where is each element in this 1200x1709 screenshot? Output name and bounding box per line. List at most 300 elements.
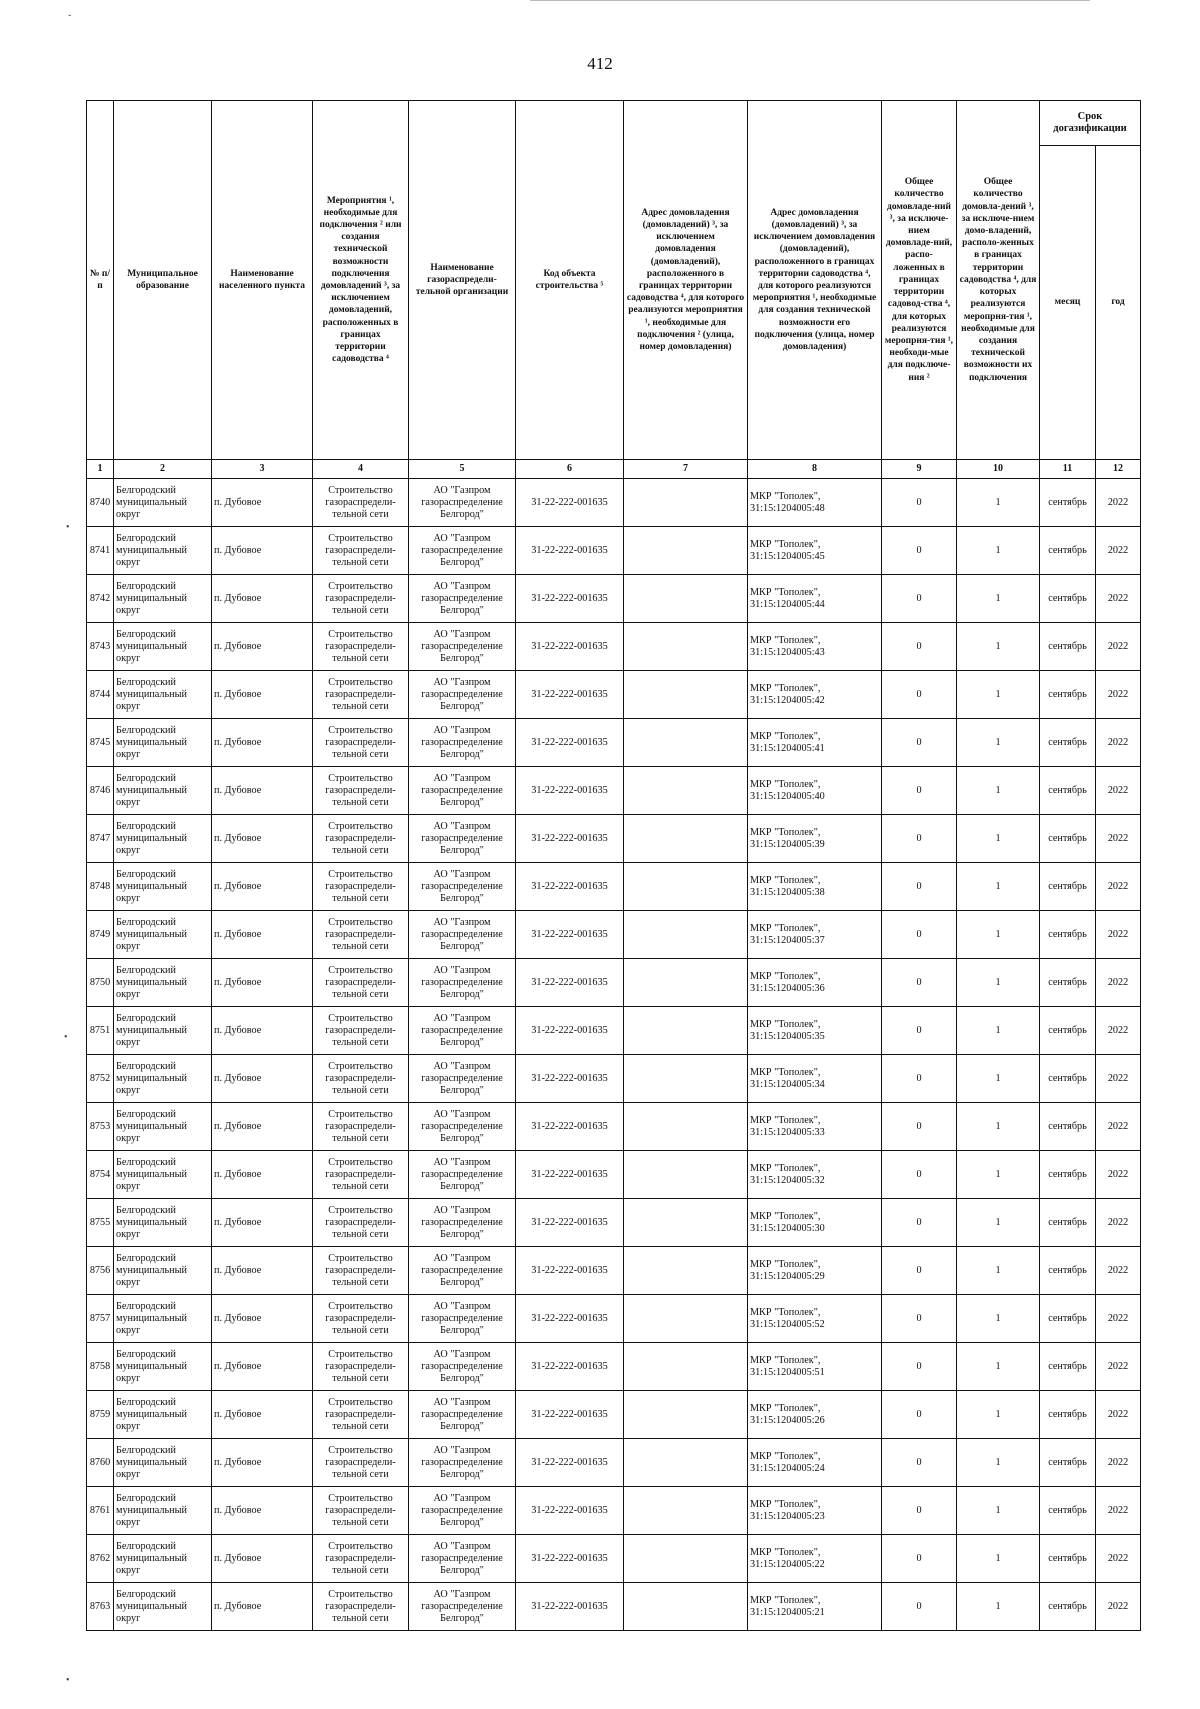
table-row (87, 479, 1141, 527)
address-connection-cell (624, 1055, 748, 1103)
municipality-cell: Белгородский муниципальный округ (114, 1487, 212, 1535)
count-capability-cell: 1 (957, 527, 1040, 575)
scan-top-edge (530, 0, 1090, 1)
gas-org-cell: АО "Газпром газораспределение Белгород" (409, 1295, 516, 1343)
table-row (87, 1487, 1141, 1535)
object-code-cell: 31-22-222-001635 (516, 1247, 624, 1295)
count-capability-cell: 1 (957, 1343, 1040, 1391)
row-number: 8746 (87, 767, 114, 815)
count-capability-cell: 1 (957, 623, 1040, 671)
row-number: 8744 (87, 671, 114, 719)
month-cell: сентябрь (1040, 1487, 1096, 1535)
count-connection-cell: 0 (882, 527, 957, 575)
count-capability-cell: 1 (957, 1007, 1040, 1055)
year-cell: 2022 (1096, 1439, 1141, 1487)
count-connection-cell: 0 (882, 1199, 957, 1247)
settlement-cell: п. Дубовое (212, 1007, 313, 1055)
address-capability-cell: МКР "Тополек", 31:15:1204005:51 (748, 1343, 882, 1391)
activity-cell: Строительство газораспредели-тельной сети (313, 527, 409, 575)
table-row (87, 671, 1141, 719)
count-connection-cell: 0 (882, 1487, 957, 1535)
header-year: год (1096, 146, 1141, 460)
municipality-cell: Белгородский муниципальный округ (114, 1295, 212, 1343)
page-number: 412 (587, 54, 613, 73)
settlement-cell: п. Дубовое (212, 1391, 313, 1439)
address-connection-cell (624, 1151, 748, 1199)
object-code-cell: 31-22-222-001635 (516, 575, 624, 623)
row-number: 8754 (87, 1151, 114, 1199)
settlement-cell: п. Дубовое (212, 527, 313, 575)
count-capability-cell: 1 (957, 815, 1040, 863)
activity-cell: Строительство газораспредели-тельной сети (313, 479, 409, 527)
column-number: 8 (748, 460, 882, 479)
header-month: месяц (1040, 146, 1096, 460)
municipality-cell: Белгородский муниципальный округ (114, 1055, 212, 1103)
count-connection-cell: 0 (882, 767, 957, 815)
count-connection-cell: 0 (882, 1055, 957, 1103)
count-capability-cell: 1 (957, 1535, 1040, 1583)
municipality-cell: Белгородский муниципальный округ (114, 1247, 212, 1295)
settlement-cell: п. Дубовое (212, 1103, 313, 1151)
address-connection-cell (624, 1535, 748, 1583)
table-row (87, 1535, 1141, 1583)
month-cell: сентябрь (1040, 815, 1096, 863)
column-number: 6 (516, 460, 624, 479)
settlement-cell: п. Дубовое (212, 1151, 313, 1199)
row-number: 8740 (87, 479, 114, 527)
object-code-cell: 31-22-222-001635 (516, 1535, 624, 1583)
header-address-connection: Адрес домовладения (домовладений) ³, за исключением домовладения (домовладений), расположенного в границах территории садоводства ⁴, для которого реализуются мероприятия ¹, необходимые для подключения ² (улица, номер домовладения) (624, 101, 748, 460)
row-number: 8741 (87, 527, 114, 575)
header-gas-org: Наименование газораспредели-тельной организации (409, 101, 516, 460)
count-capability-cell: 1 (957, 479, 1040, 527)
table-row (87, 1007, 1141, 1055)
address-connection-cell (624, 815, 748, 863)
settlement-cell: п. Дубовое (212, 863, 313, 911)
count-capability-cell: 1 (957, 575, 1040, 623)
settlement-cell: п. Дубовое (212, 719, 313, 767)
header-object-code: Код объекта строительства ⁵ (516, 101, 624, 460)
address-connection-cell (624, 1391, 748, 1439)
gas-org-cell: АО "Газпром газораспределение Белгород" (409, 1391, 516, 1439)
month-cell: сентябрь (1040, 1055, 1096, 1103)
address-connection-cell (624, 911, 748, 959)
address-capability-cell: МКР "Тополек", 31:15:1204005:36 (748, 959, 882, 1007)
object-code-cell: 31-22-222-001635 (516, 1199, 624, 1247)
address-capability-cell: МКР "Тополек", 31:15:1204005:23 (748, 1487, 882, 1535)
gas-org-cell: АО "Газпром газораспределение Белгород" (409, 1487, 516, 1535)
municipality-cell: Белгородский муниципальный округ (114, 911, 212, 959)
table-row (87, 863, 1141, 911)
object-code-cell: 31-22-222-001635 (516, 1439, 624, 1487)
municipality-cell: Белгородский муниципальный округ (114, 1151, 212, 1199)
gas-org-cell: АО "Газпром газораспределение Белгород" (409, 1007, 516, 1055)
year-cell: 2022 (1096, 1583, 1141, 1631)
municipality-cell: Белгородский муниципальный округ (114, 767, 212, 815)
table-row (87, 911, 1141, 959)
address-capability-cell: МКР "Тополек", 31:15:1204005:43 (748, 623, 882, 671)
header-address-capability: Адрес домовладения (домовладений) ³, за исключением домовладения (домовладений), расположенного в границах территории садоводства ⁴, для которого реализуются мероприятия ¹, необходимые для создания технической возможности его подключения (улица, номер домовладения) (748, 101, 882, 460)
row-number: 8760 (87, 1439, 114, 1487)
table-body (87, 479, 1141, 1631)
municipality-cell: Белгородский муниципальный округ (114, 1199, 212, 1247)
activity-cell: Строительство газораспредели-тельной сети (313, 1535, 409, 1583)
object-code-cell: 31-22-222-001635 (516, 1391, 624, 1439)
object-code-cell: 31-22-222-001635 (516, 1007, 624, 1055)
address-capability-cell: МКР "Тополек", 31:15:1204005:29 (748, 1247, 882, 1295)
header-count-capability: Общее количество домовла-дений ³, за исключе-нием домо-владений, располо-женных в границах территории садоводства ⁴, для которых реализуются меропрня-тия ¹, необходимые для создания технической возможности их подключения (957, 101, 1040, 460)
address-capability-cell: МКР "Тополек", 31:15:1204005:33 (748, 1103, 882, 1151)
table-row (87, 527, 1141, 575)
activity-cell: Строительство газораспредели-тельной сети (313, 959, 409, 1007)
settlement-cell: п. Дубовое (212, 1583, 313, 1631)
header-count-connection: Общее количество домовладе-ний ³, за исключе-нием домовладе-ний, распо-ложенных в границах территории садовод-ства ⁴, для которых реализуются меропрня-тия ¹, необходи-мые для подключе-ния ² (882, 101, 957, 460)
count-connection-cell: 0 (882, 1535, 957, 1583)
address-connection-cell (624, 1247, 748, 1295)
year-cell: 2022 (1096, 959, 1141, 1007)
count-capability-cell: 1 (957, 1295, 1040, 1343)
month-cell: сентябрь (1040, 863, 1096, 911)
municipality-cell: Белгородский муниципальный округ (114, 1583, 212, 1631)
table-row (87, 1151, 1141, 1199)
gas-org-cell: АО "Газпром газораспределение Белгород" (409, 1343, 516, 1391)
address-capability-cell: МКР "Тополек", 31:15:1204005:35 (748, 1007, 882, 1055)
year-cell: 2022 (1096, 527, 1141, 575)
header-num: № п/п (87, 101, 114, 460)
month-cell: сентябрь (1040, 1343, 1096, 1391)
activity-cell: Строительство газораспредели-тельной сети (313, 671, 409, 719)
municipality-cell: Белгородский муниципальный округ (114, 1343, 212, 1391)
row-number: 8755 (87, 1199, 114, 1247)
gas-org-cell: АО "Газпром газораспределение Белгород" (409, 671, 516, 719)
month-cell: сентябрь (1040, 767, 1096, 815)
column-number-row (87, 460, 1141, 479)
row-number: 8750 (87, 959, 114, 1007)
gas-org-cell: АО "Газпром газораспределение Белгород" (409, 1199, 516, 1247)
address-connection-cell (624, 575, 748, 623)
year-cell: 2022 (1096, 1247, 1141, 1295)
row-number: 8762 (87, 1535, 114, 1583)
activity-cell: Строительство газораспредели-тельной сети (313, 1199, 409, 1247)
settlement-cell: п. Дубовое (212, 959, 313, 1007)
address-connection-cell (624, 1295, 748, 1343)
count-capability-cell: 1 (957, 1391, 1040, 1439)
address-connection-cell (624, 623, 748, 671)
count-connection-cell: 0 (882, 1583, 957, 1631)
month-cell: сентябрь (1040, 1535, 1096, 1583)
table-row (87, 575, 1141, 623)
month-cell: сентябрь (1040, 1295, 1096, 1343)
row-number: 8752 (87, 1055, 114, 1103)
object-code-cell: 31-22-222-001635 (516, 671, 624, 719)
count-connection-cell: 0 (882, 623, 957, 671)
address-connection-cell (624, 959, 748, 1007)
row-number: 8759 (87, 1391, 114, 1439)
table-row (87, 719, 1141, 767)
column-number: 5 (409, 460, 516, 479)
month-cell: сентябрь (1040, 1151, 1096, 1199)
activity-cell: Строительство газораспредели-тельной сети (313, 575, 409, 623)
activity-cell: Строительство газораспредели-тельной сети (313, 1439, 409, 1487)
activity-cell: Строительство газораспредели-тельной сети (313, 1391, 409, 1439)
gas-org-cell: АО "Газпром газораспределение Белгород" (409, 623, 516, 671)
year-cell: 2022 (1096, 1007, 1141, 1055)
settlement-cell: п. Дубовое (212, 575, 313, 623)
address-connection-cell (624, 1199, 748, 1247)
address-capability-cell: МКР "Тополек", 31:15:1204005:48 (748, 479, 882, 527)
municipality-cell: Белгородский муниципальный округ (114, 527, 212, 575)
object-code-cell: 31-22-222-001635 (516, 863, 624, 911)
count-capability-cell: 1 (957, 1583, 1040, 1631)
year-cell: 2022 (1096, 863, 1141, 911)
year-cell: 2022 (1096, 815, 1141, 863)
activity-cell: Строительство газораспредели-тельной сети (313, 719, 409, 767)
object-code-cell: 31-22-222-001635 (516, 1295, 624, 1343)
year-cell: 2022 (1096, 1343, 1141, 1391)
address-capability-cell: МКР "Тополек", 31:15:1204005:26 (748, 1391, 882, 1439)
table-row (87, 1103, 1141, 1151)
object-code-cell: 31-22-222-001635 (516, 1055, 624, 1103)
object-code-cell: 31-22-222-001635 (516, 1487, 624, 1535)
address-capability-cell: МКР "Тополек", 31:15:1204005:34 (748, 1055, 882, 1103)
address-connection-cell (624, 719, 748, 767)
scan-speck: ˇ (68, 14, 72, 25)
column-number: 3 (212, 460, 313, 479)
settlement-cell: п. Дубовое (212, 671, 313, 719)
activity-cell: Строительство газораспредели-тельной сети (313, 1055, 409, 1103)
table-row (87, 1295, 1141, 1343)
month-cell: сентябрь (1040, 1199, 1096, 1247)
year-cell: 2022 (1096, 1151, 1141, 1199)
settlement-cell: п. Дубовое (212, 815, 313, 863)
count-connection-cell: 0 (882, 959, 957, 1007)
municipality-cell: Белгородский муниципальный округ (114, 863, 212, 911)
activity-cell: Строительство газораспредели-тельной сети (313, 1343, 409, 1391)
month-cell: сентябрь (1040, 1103, 1096, 1151)
column-number: 11 (1040, 460, 1096, 479)
year-cell: 2022 (1096, 1535, 1141, 1583)
count-capability-cell: 1 (957, 1247, 1040, 1295)
activity-cell: Строительство газораспредели-тельной сети (313, 1151, 409, 1199)
column-number: 10 (957, 460, 1040, 479)
month-cell: сентябрь (1040, 623, 1096, 671)
activity-cell: Строительство газораспредели-тельной сети (313, 767, 409, 815)
activity-cell: Строительство газораспредели-тельной сети (313, 623, 409, 671)
address-capability-cell: МКР "Тополек", 31:15:1204005:21 (748, 1583, 882, 1631)
municipality-cell: Белгородский муниципальный округ (114, 1391, 212, 1439)
address-connection-cell (624, 479, 748, 527)
settlement-cell: п. Дубовое (212, 1487, 313, 1535)
month-cell: сентябрь (1040, 1007, 1096, 1055)
table-row (87, 1055, 1141, 1103)
row-number: 8747 (87, 815, 114, 863)
gas-org-cell: АО "Газпром газораспределение Белгород" (409, 575, 516, 623)
gas-org-cell: АО "Газпром газораспределение Белгород" (409, 1247, 516, 1295)
municipality-cell: Белгородский муниципальный округ (114, 1007, 212, 1055)
address-capability-cell: МКР "Тополек", 31:15:1204005:32 (748, 1151, 882, 1199)
table-row (87, 815, 1141, 863)
header-activities: Мероприятия ¹, необходимые для подключения ² или создания технической возможности подключения домовладений ³, за исключением домовладений, расположенных в границах территории садоводства ⁴ (313, 101, 409, 460)
count-capability-cell: 1 (957, 959, 1040, 1007)
row-number: 8748 (87, 863, 114, 911)
settlement-cell: п. Дубовое (212, 1343, 313, 1391)
count-connection-cell: 0 (882, 671, 957, 719)
settlement-cell: п. Дубовое (212, 911, 313, 959)
count-connection-cell: 0 (882, 1343, 957, 1391)
activity-cell: Строительство газораспредели-тельной сети (313, 1103, 409, 1151)
gas-org-cell: АО "Газпром газораспределение Белгород" (409, 815, 516, 863)
object-code-cell: 31-22-222-001635 (516, 479, 624, 527)
row-number: 8742 (87, 575, 114, 623)
year-cell: 2022 (1096, 671, 1141, 719)
count-capability-cell: 1 (957, 1103, 1040, 1151)
count-capability-cell: 1 (957, 719, 1040, 767)
table-row (87, 959, 1141, 1007)
municipality-cell: Белгородский муниципальный округ (114, 623, 212, 671)
month-cell: сентябрь (1040, 527, 1096, 575)
address-capability-cell: МКР "Тополек", 31:15:1204005:37 (748, 911, 882, 959)
object-code-cell: 31-22-222-001635 (516, 1583, 624, 1631)
activity-cell: Строительство газораспредели-тельной сети (313, 1007, 409, 1055)
year-cell: 2022 (1096, 623, 1141, 671)
scan-speck: • (64, 1032, 68, 1043)
address-connection-cell (624, 1583, 748, 1631)
year-cell: 2022 (1096, 1199, 1141, 1247)
object-code-cell: 31-22-222-001635 (516, 719, 624, 767)
count-capability-cell: 1 (957, 1487, 1040, 1535)
year-cell: 2022 (1096, 575, 1141, 623)
count-capability-cell: 1 (957, 863, 1040, 911)
header-municipality: Муниципальное образование (114, 101, 212, 460)
settlement-cell: п. Дубовое (212, 1535, 313, 1583)
address-connection-cell (624, 1007, 748, 1055)
municipality-cell: Белгородский муниципальный округ (114, 575, 212, 623)
month-cell: сентябрь (1040, 671, 1096, 719)
settlement-cell: п. Дубовое (212, 1199, 313, 1247)
object-code-cell: 31-22-222-001635 (516, 623, 624, 671)
header-row-1 (87, 101, 1141, 146)
settlement-cell: п. Дубовое (212, 1295, 313, 1343)
gas-org-cell: АО "Газпром газораспределение Белгород" (409, 767, 516, 815)
month-cell: сентябрь (1040, 1583, 1096, 1631)
table-row (87, 1199, 1141, 1247)
gas-org-cell: АО "Газпром газораспределение Белгород" (409, 1151, 516, 1199)
row-number: 8757 (87, 1295, 114, 1343)
month-cell: сентябрь (1040, 911, 1096, 959)
address-connection-cell (624, 767, 748, 815)
municipality-cell: Белгородский муниципальный округ (114, 815, 212, 863)
year-cell: 2022 (1096, 1055, 1141, 1103)
row-number: 8756 (87, 1247, 114, 1295)
object-code-cell: 31-22-222-001635 (516, 527, 624, 575)
object-code-cell: 31-22-222-001635 (516, 1103, 624, 1151)
settlement-cell: п. Дубовое (212, 1439, 313, 1487)
gas-org-cell: АО "Газпром газораспределение Белгород" (409, 527, 516, 575)
address-connection-cell (624, 1487, 748, 1535)
count-connection-cell: 0 (882, 1295, 957, 1343)
scan-speck: • (66, 1675, 70, 1686)
activity-cell: Строительство газораспредели-тельной сети (313, 911, 409, 959)
municipality-cell: Белгородский муниципальный округ (114, 959, 212, 1007)
address-connection-cell (624, 1439, 748, 1487)
address-connection-cell (624, 671, 748, 719)
row-number: 8749 (87, 911, 114, 959)
municipality-cell: Белгородский муниципальный округ (114, 1535, 212, 1583)
municipality-cell: Белгородский муниципальный округ (114, 671, 212, 719)
count-connection-cell: 0 (882, 1103, 957, 1151)
count-connection-cell: 0 (882, 1007, 957, 1055)
count-connection-cell: 0 (882, 1439, 957, 1487)
activity-cell: Строительство газораспредели-тельной сети (313, 815, 409, 863)
address-capability-cell: МКР "Тополек", 31:15:1204005:22 (748, 1535, 882, 1583)
address-capability-cell: МКР "Тополек", 31:15:1204005:30 (748, 1199, 882, 1247)
address-capability-cell: МКР "Тополек", 31:15:1204005:39 (748, 815, 882, 863)
gas-org-cell: АО "Газпром газораспределение Белгород" (409, 1583, 516, 1631)
header-deadline: Срок догазификации (1040, 101, 1141, 146)
month-cell: сентябрь (1040, 479, 1096, 527)
count-capability-cell: 1 (957, 1151, 1040, 1199)
count-connection-cell: 0 (882, 815, 957, 863)
address-connection-cell (624, 1343, 748, 1391)
column-number: 9 (882, 460, 957, 479)
count-connection-cell: 0 (882, 1247, 957, 1295)
month-cell: сентябрь (1040, 1439, 1096, 1487)
municipality-cell: Белгородский муниципальный округ (114, 719, 212, 767)
gasification-registry-table (86, 100, 1141, 1631)
municipality-cell: Белгородский муниципальный округ (114, 479, 212, 527)
gas-org-cell: АО "Газпром газораспределение Белгород" (409, 1439, 516, 1487)
address-capability-cell: МКР "Тополек", 31:15:1204005:44 (748, 575, 882, 623)
count-capability-cell: 1 (957, 911, 1040, 959)
activity-cell: Строительство газораспредели-тельной сети (313, 1583, 409, 1631)
column-number: 2 (114, 460, 212, 479)
month-cell: сентябрь (1040, 1247, 1096, 1295)
gas-org-cell: АО "Газпром газораспределение Белгород" (409, 479, 516, 527)
object-code-cell: 31-22-222-001635 (516, 767, 624, 815)
address-connection-cell (624, 527, 748, 575)
address-capability-cell: МКР "Тополек", 31:15:1204005:38 (748, 863, 882, 911)
count-capability-cell: 1 (957, 1055, 1040, 1103)
row-number: 8763 (87, 1583, 114, 1631)
activity-cell: Строительство газораспредели-тельной сети (313, 863, 409, 911)
count-connection-cell: 0 (882, 863, 957, 911)
row-number: 8753 (87, 1103, 114, 1151)
table-row (87, 1583, 1141, 1631)
table-row (87, 1247, 1141, 1295)
count-capability-cell: 1 (957, 671, 1040, 719)
row-number: 8745 (87, 719, 114, 767)
count-connection-cell: 0 (882, 911, 957, 959)
column-number: 7 (624, 460, 748, 479)
count-connection-cell: 0 (882, 719, 957, 767)
address-capability-cell: МКР "Тополек", 31:15:1204005:45 (748, 527, 882, 575)
settlement-cell: п. Дубовое (212, 1055, 313, 1103)
gas-org-cell: АО "Газпром газораспределение Белгород" (409, 911, 516, 959)
month-cell: сентябрь (1040, 575, 1096, 623)
object-code-cell: 31-22-222-001635 (516, 1151, 624, 1199)
object-code-cell: 31-22-222-001635 (516, 815, 624, 863)
count-connection-cell: 0 (882, 1151, 957, 1199)
object-code-cell: 31-22-222-001635 (516, 1343, 624, 1391)
activity-cell: Строительство газораспредели-тельной сети (313, 1295, 409, 1343)
gas-org-cell: АО "Газпром газораспределение Белгород" (409, 863, 516, 911)
settlement-cell: п. Дубовое (212, 623, 313, 671)
header-settlement: Наименование населенного пункта (212, 101, 313, 460)
table-row (87, 1391, 1141, 1439)
activity-cell: Строительство газораспредели-тельной сети (313, 1487, 409, 1535)
year-cell: 2022 (1096, 719, 1141, 767)
month-cell: сентябрь (1040, 1391, 1096, 1439)
